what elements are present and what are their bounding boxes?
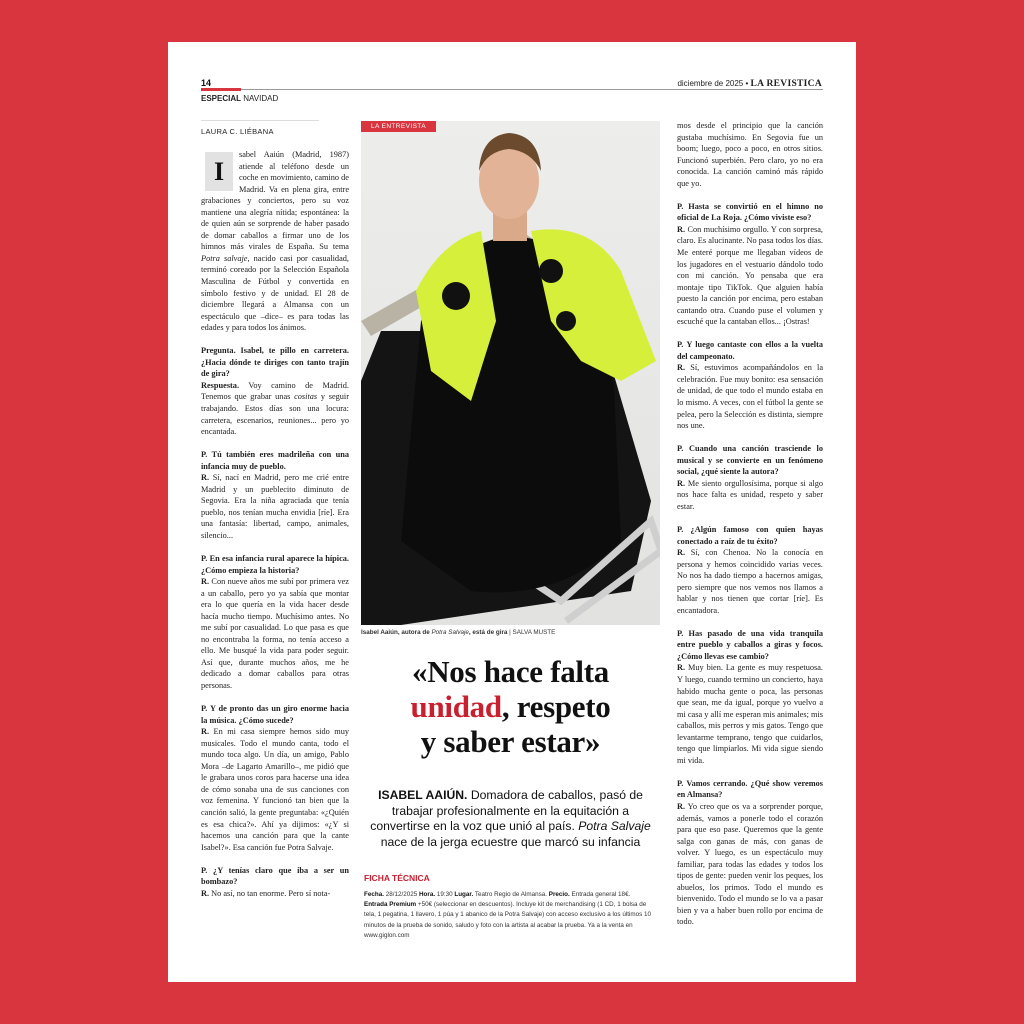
- value: 19:30: [435, 891, 455, 898]
- caption-italic: Potra Salvaje: [431, 629, 469, 636]
- answer: No así, no tan enorme. Pero sí nota-: [209, 888, 331, 898]
- answer: y seguir trabajando. Estos días son una locura: carretera, escenarios, reuniones... pero yo encantada.: [201, 392, 349, 437]
- headline-line: , respeto: [501, 689, 611, 724]
- label: Lugar.: [454, 891, 474, 898]
- intro-text: , nacido casi por casualidad, terminó coreado por la Selección Española Masculina de Fútbol y convertida en símbolo festivo y de unidad. El 28 de diciembre llegará a Almansa con un espectáculo que –dice– es para todas las edades y para todos los ánimos.: [201, 253, 349, 333]
- answer: Sí, estuvimos acompañándolos en la celebración. Fue muy bonito: esa sensación de unidad, de que todo el mundo estaba en lo mismo. A veces, con el fútbol la gente se pelea, pero la Selección es distinta, siempre nos une.: [677, 363, 823, 431]
- intro-paragraph: [201, 149, 349, 334]
- answer: Sí, nací en Madrid, pero me crié entre Madrid y un pueblecito diminuto de Segovia. Era la niña agraciada que tenía pueblo, nos tenían mucha envidia [ríe]. Era una fantasía: libertad, campo, animales, silencio...: [201, 473, 349, 540]
- answer-label: Respuesta.: [201, 380, 240, 390]
- qa-item: [201, 865, 349, 900]
- value: 28/12/2025: [383, 891, 419, 898]
- publication-name: LA REVISTICA: [750, 79, 822, 89]
- value: Entrada general 18€.: [569, 891, 631, 898]
- label: Fecha.: [364, 891, 384, 898]
- qa-item: [201, 553, 349, 692]
- fact-box-body: [364, 890, 654, 941]
- standfirst-italic: Potra Salvaje: [578, 819, 651, 833]
- byline: LAURA C. LIÉBANA: [201, 120, 319, 136]
- label: Entrada Premium: [364, 901, 417, 909]
- drop-cap: I: [205, 152, 233, 191]
- section-bold: ESPECIAL: [201, 94, 242, 103]
- headline-line: y saber estar»: [420, 724, 601, 759]
- qa-item: [677, 628, 823, 767]
- qa-item: [201, 449, 349, 541]
- standfirst: [361, 788, 660, 850]
- answer-label: R.: [677, 801, 686, 811]
- fact-box: [364, 873, 654, 941]
- answer: Voy camino de Madrid. Tenemos que grabar unas: [201, 380, 349, 402]
- intro-text: sabel Aaiún (Madrid, 1987) atiende al teléfono desde un coche en movimiento, camino de Madrid. Va en plena gira, entre grabaciones y conciertos, pero su voz mantiene una alegría nítida; espontánea: la de quien aún se sorprende de haber pasado de domar caballos a firmar uno de los himnos más virales de España. Su tema: [201, 150, 349, 252]
- value: +50€ (seleccionar en descuentos). Incluye kit de merchandising (1 CD, 1 bolsa de tela, 1 pegatina, 1 llavero, 1 púa y 1 abanico de la Potra Salvaje) con acceso exclusivo a los últimos 10 minutos de la prueba de sonido, saludo y foto con la artista al acabar la prueba. Ya a la venta en www.giglon.com: [364, 901, 652, 939]
- answer: Sí, con Chenoa. No la conocía en persona y hemos coincidido varias veces. No nos ha dado tiempo a hacernos amigas, pero siempre que nos vemos nos llamos a hablar y nos tienen que cortar [ríe]. Es encantadora.: [677, 548, 823, 615]
- question: P. ¿Y tenías claro que iba a ser un bombazo?: [201, 865, 349, 887]
- answer: Muy bien. La gente es muy respetuosa. Y luego, cuando termino un concierto, haya habido mucha gente o poca, las personas que sean, me da igual, porque yo vuelvo a mi casa y allí me esperan mis animales; mis caballos, mis perros y mis gatos. Tengo que levantarme temprano, tengo que cuidarlos, tengo que limpiarlos. Mi vida sigue siendo mi vida.: [677, 663, 823, 765]
- portrait-photo: [361, 121, 660, 625]
- qa-item: [677, 339, 823, 431]
- magazine-page: [168, 42, 856, 982]
- question: P. Has pasado de una vida tranquila entre pueblo y caballos a giras y focos. ¿Cómo llevas ese cambio?: [677, 628, 823, 661]
- answer: Con muchísimo orgullo. Y con sorpresa, claro. Es alucinante. No pasa todos los días. Me enteré porque me llegaban vídeos de los jugadores en el vestuario dándolo todo con mi canción. Yo pensaba que era montaje tipo TikTok. Que alguien había puesto la canción por encima, pero estaban cantando otra. Cuando puse el volumen y escuché que la cantaban ellos... ¡Ostras!: [677, 224, 823, 327]
- answer: Me siento orgullosísima, porque si algo nos hace falta es unidad, respeto y saber estar.: [677, 478, 823, 511]
- answer-label: R.: [201, 577, 210, 587]
- answer-italic: cositas: [294, 392, 318, 402]
- standfirst-text: Domadora de caballos, pasó de trabajar profesionalmente en la equitación a convertirse en la voz que unió al país.: [370, 788, 643, 833]
- portrait-illustration: [361, 121, 660, 625]
- fact-box-title: FICHA TÉCNICA: [364, 873, 430, 883]
- page-number-bar: [201, 88, 241, 91]
- value: Teatro Regio de Almansa.: [473, 891, 549, 898]
- page-number: 14: [201, 78, 212, 88]
- continued-answer: mos desde el principio que la canción gustaba muchísimo. En Segovia fue un boom; luego, poco a poco, en otros sitios. Funcionó superbién. Pero claro, yo no era conocida. La canción caminó más rápido que yo.: [677, 121, 823, 188]
- question: P. Y luego cantaste con ellos a la vuelta del campeonato.: [677, 340, 823, 361]
- qa-item: [201, 703, 349, 853]
- section-badge: LA ENTREVISTA: [361, 121, 436, 132]
- label: Precio.: [548, 891, 570, 898]
- answer-label: R.: [677, 663, 686, 673]
- question: P. Tú también eres madrileña con una infancia muy de pueblo.: [201, 450, 349, 471]
- answer-label: R.: [201, 473, 210, 483]
- qa-item: [677, 201, 823, 328]
- answer-label: R.: [201, 888, 210, 898]
- qa-item: [201, 345, 349, 437]
- interviewee-name: ISABEL AAIÚN.: [378, 788, 468, 802]
- headline-highlight: unidad: [410, 689, 502, 724]
- left-column: [201, 120, 349, 911]
- photo-credit: SALVA MUSTE: [512, 629, 556, 636]
- question: P. En esa infancia rural aparece la hípica. ¿Cómo empieza la historia?: [201, 554, 349, 575]
- qa-item: [677, 443, 823, 512]
- question: P. Hasta se convirtió en el himno no oficial de La Roja. ¿Cómo viviste eso?: [677, 201, 823, 223]
- photo-caption: [361, 629, 555, 636]
- standfirst-text: nace de la jerga ecuestre que marcó su infancia: [380, 834, 641, 849]
- right-column: [677, 120, 823, 940]
- question: P. Y de pronto das un giro enorme hacia la música. ¿Cómo sucede?: [201, 704, 349, 725]
- answer: En mi casa siempre hemos sido muy musicales. Todo el mundo canta, todo el mundo toca algo. Un día, un amigo, Pablo Mora –de Lagarto Amarillo–, me pidió que le grabara unos coros para hacerse una idea de cómo sonaba una de sus canciones con voz femenina. Y funcionó tan bien que la canción salió, la gente preguntaba: «¿Quién es esa chica?». Ahí ya dijimos: «¿Y si hacemos una canción para que la cante Isabel?». Esa canción fue Potra Salvaje.: [201, 727, 349, 852]
- answer: Yo creo que os va a sorprender porque, además, vamos a ponerle todo el corazón para que eso pase. Queremos que la gente salga con ganas de más, con ganas de volver. Y luego, es un espectáculo muy familiar, para todas las edades y todos los tipos de gente: pueden venir los peques, los abuelos, los primos. Todo el mundo es bienvenido. Todo el mundo se lo va a pasar bien y va a haber buen rollo por encima de todo.: [677, 801, 823, 927]
- answer-label: R.: [677, 224, 686, 234]
- answer-label: R.: [677, 478, 686, 488]
- caption-separator: |: [507, 629, 513, 636]
- caption-text: , está de gira: [468, 629, 508, 636]
- qa-item: [677, 524, 823, 616]
- answer-label: R.: [677, 548, 686, 558]
- dateline: [677, 79, 822, 89]
- answer: Con nueve años me subí por primera vez a un caballo, pero yo ya sabía que montar era lo que quería en la vida hacer desde hacía mucho tiempo. Muchísimo antes. No me subí por casualidad. Lo que pasa es que no encontraba la forma, no tenía acceso a ello. Me busqué la vida para poder seguir. Así que, durante muchos años, me he dedicado a domar caballos para otras personas.: [201, 577, 349, 691]
- qa-item: [677, 778, 823, 928]
- question: P. Vamos cerrando. ¿Qué show veremos en Almansa?: [677, 778, 823, 800]
- section-label: [201, 94, 278, 103]
- question: P. ¿Algún famoso con quien hayas conectado a raíz de tu éxito?: [677, 524, 823, 546]
- question: Pregunta. Isabel, te pillo en carretera. ¿Hacia dónde te diriges con tanto trajín de gira?: [201, 346, 349, 379]
- answer-label: R.: [677, 363, 686, 373]
- section-sub: NAVIDAD: [243, 94, 279, 103]
- answer-label: R.: [201, 727, 210, 737]
- headline: [361, 654, 660, 759]
- headline-line: «Nos hace falta: [412, 654, 609, 689]
- question: P. Cuando una canción trasciende lo musical y se convierte en un fenómeno social, ¿qué siente la autora?: [677, 444, 823, 477]
- issue-date: diciembre de 2025: [677, 79, 744, 88]
- label: Hora.: [418, 891, 436, 898]
- caption-text: Isabel Aaiún, autora de: [361, 629, 432, 636]
- bullet: •: [745, 79, 749, 88]
- intro-italic: Potra salvaje: [201, 253, 248, 263]
- header-rule: [241, 89, 823, 90]
